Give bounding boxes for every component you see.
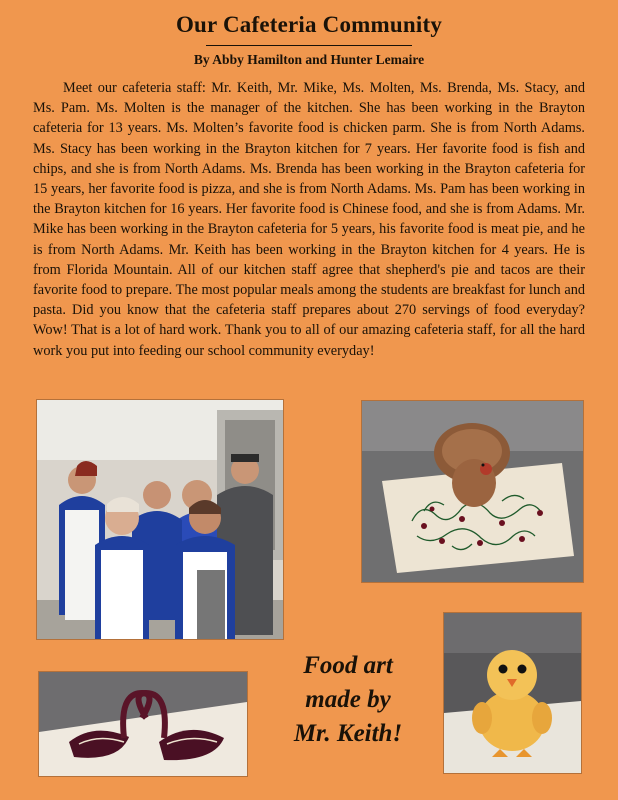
caption-line-2: made by <box>305 686 391 713</box>
caption-line-3: Mr. Keith! <box>293 720 403 747</box>
turkey-food-art-photo <box>361 400 584 583</box>
swan-food-art-photo <box>38 671 248 777</box>
food-art-caption <box>268 649 428 751</box>
article-body: Meet our cafeteria staff: Mr. Keith, Mr. Mike, Ms. Molten, Ms. Brenda, Ms. Stacy, and Ms. Pam. Ms. Molten is the manager of the kitchen. She has been working in the Brayton cafeteria for 13 years. Ms. Molten’s favorite food is chicken parm. She is from North Adams. Ms. Stacy has been working in the Brayton kitchen for 7 years. Her favorite food is fish and chips, and she is from North Adams. Ms. Brenda has been working in the Brayton cafeteria for 15 years, her favorite food is pizza, and she is from North Adams. Ms. Pam has been working in the Brayton kitchen for 16 years. Her favorite food is Chinese food, and she is from Adams. Mr. Mike has been working in the Brayton cafeteria for 5 years, his favorite food is meat pie, and he is from North Adams. Mr. Keith has been working in the Brayton kitchen for 4 years. He is from Florida Mountain. All of our kitchen staff agree that shepherd's pie and tacos are their favorite food to prepare. The most popular meals among the students are breakfast for lunch and pasta. Did you know that the cafeteria staff prepares about 270 servings of food everyday? Wow! That is a lot of hard work. Thank you to all of our amazing cafeteria staff, for all the hard work you put into feeding our school community everyday! <box>33 80 585 359</box>
staff-photo <box>36 399 284 640</box>
title-divider <box>206 45 412 46</box>
caption-line-1: Food art <box>303 652 393 679</box>
article-title: Our Cafeteria Community <box>175 12 443 37</box>
chick-food-art-photo <box>443 612 582 774</box>
byline: By Abby Hamilton and Hunter Lemaire <box>193 52 425 67</box>
